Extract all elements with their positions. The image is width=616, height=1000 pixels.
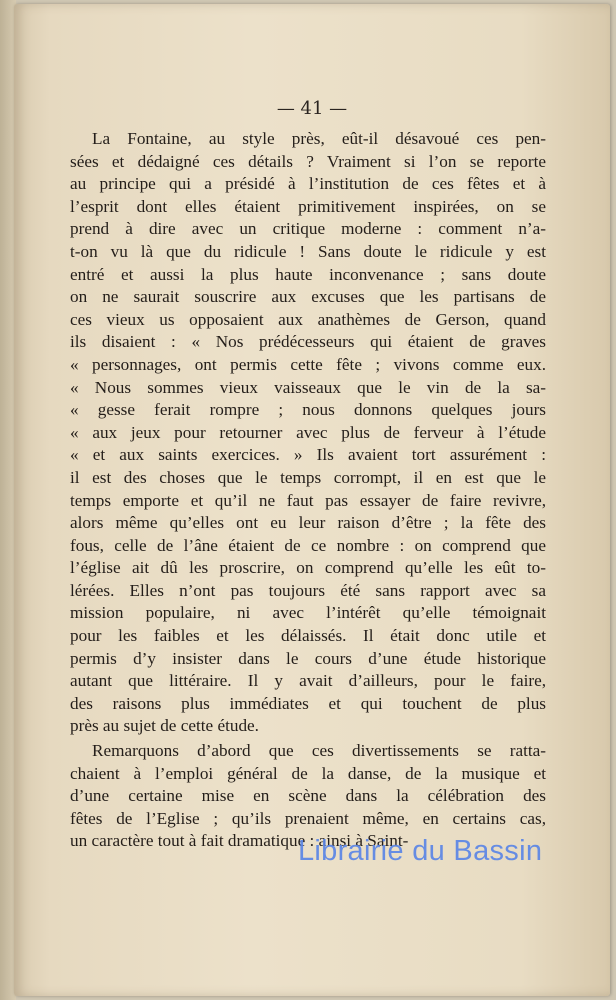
text-line: « personnages, ont permis cette fête ; vivons comme eux. — [70, 354, 546, 374]
paragraph-1 — [70, 128, 546, 738]
body-text — [70, 128, 546, 853]
text-line: « aux jeux pour retourner avec plus de ferveur à l’étude — [70, 422, 546, 442]
text-line: au principe qui a présidé à l’institution de ces fêtes et à — [70, 174, 546, 194]
text-line: permis d’y insister dans le cours d’une étude historique — [70, 648, 546, 668]
page-number: — 41 — — [276, 98, 348, 119]
text-line: prend à dire avec un critique moderne : comment n’a- — [70, 219, 546, 239]
text-line: pour les faibles et les délaissés. Il était donc utile et — [70, 626, 546, 646]
text-line: entré et aussi la plus haute inconvenance ; sans doute — [70, 264, 546, 284]
text-line: « et aux saints exercices. » Ils avaient tort assurément : — [70, 445, 546, 465]
text-line: lérées. Elles n’ont pas toujours été sans rapport avec sa — [70, 580, 546, 600]
text-line: « gesse ferait rompre ; nous donnons quelques jours — [70, 400, 546, 420]
text-line: La Fontaine, au style près, eût-il désavoué ces pen- — [92, 129, 546, 148]
text-line: l’esprit dont elles étaient primitivement inspirées, on se — [70, 196, 546, 216]
watermark-text: Librairie du Bassin — [298, 835, 543, 867]
text-line: des raisons plus immédiates et qui touchent de plus — [70, 693, 546, 713]
text-line: sées et dédaigné ces détails ? Vraiment si l’on se reporte — [70, 151, 546, 171]
text-line: chaient à l’emploi général de la danse, de la musique et — [70, 763, 546, 783]
text-line: fous, celle de l’âne étaient de ce nombre : on comprend que — [70, 535, 546, 555]
text-line: un caractère tout à fait dramatique : ainsi à Saint- — [70, 831, 409, 851]
text-line: mission populaire, ni avec l’intérêt qu’elle témoignait — [70, 603, 546, 623]
text-line: d’une certaine mise en scène dans la célébration des — [70, 786, 546, 806]
text-line: t-on vu là que du ridicule ! Sans doute le ridicule y est — [70, 241, 546, 261]
text-line: on ne saurait souscrire aux excuses que les partisans de — [70, 287, 546, 307]
text-line: temps emporte et qu’il ne faut pas essayer de faire revivre, — [70, 490, 546, 510]
text-line: « Nous sommes vieux vaisseaux que le vin de la sa- — [70, 377, 546, 397]
text-line: ils disaient : « Nos prédécesseurs qui étaient de graves — [70, 332, 546, 352]
text-line: fêtes de l’Eglise ; qu’ils prenaient même, en certains cas, — [70, 808, 546, 828]
text-line: l’église ait dû les proscrire, on comprend qu’elle les eût to- — [70, 558, 546, 578]
text-line: ces vieux us opposaient aux anathèmes de Gerson, quand — [70, 309, 546, 329]
text-line: près au sujet de cette étude. — [70, 716, 259, 736]
text-line: alors même qu’elles ont eu leur raison d’être ; la fête des — [70, 513, 546, 533]
text-line: il est des choses que le temps corrompt, il en est que le — [70, 467, 546, 487]
text-line: autant que littéraire. Il y avait d’ailleurs, pour le faire, — [70, 671, 546, 691]
text-line: Remarquons d’abord que ces divertissements se ratta- — [92, 741, 546, 761]
